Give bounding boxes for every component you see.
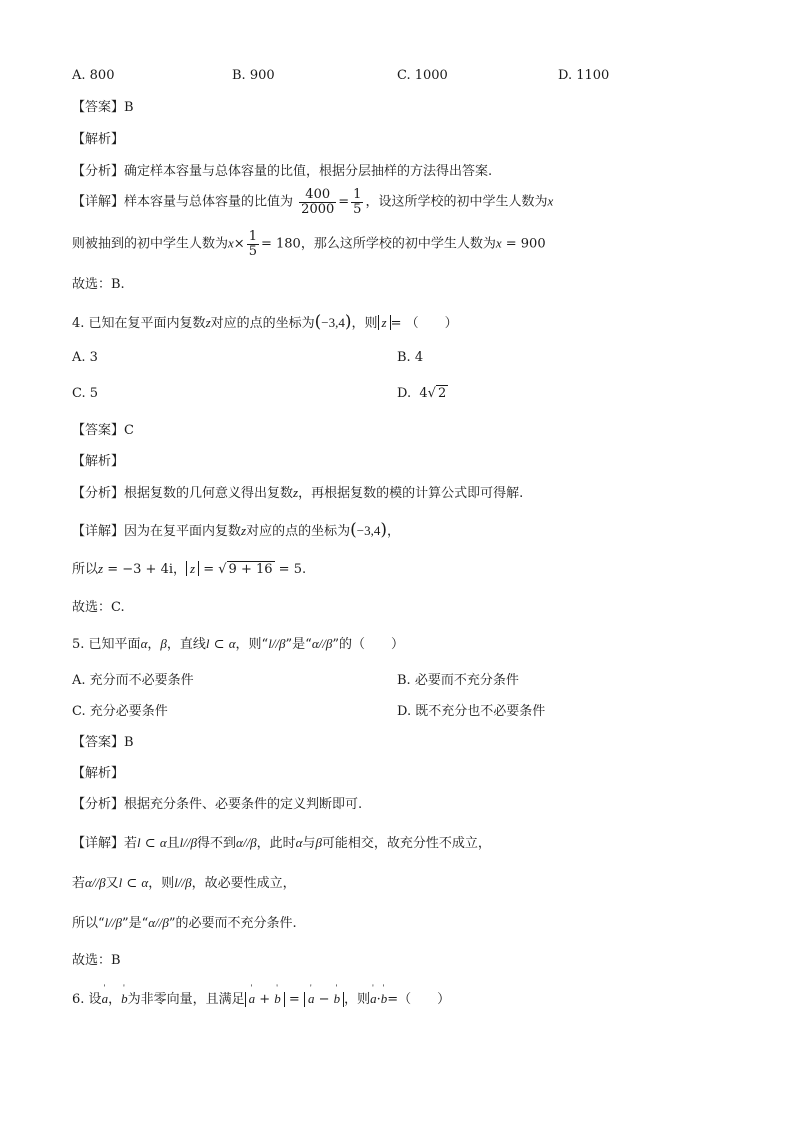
option-d: D. 1100 — [558, 68, 610, 83]
var-alpha: α — [295, 835, 303, 850]
stem-text: 设 — [88, 992, 102, 1007]
parallel-symbol: // — [91, 875, 100, 890]
fenxi-tag: 【分析】 — [72, 486, 125, 501]
vector-b: ' b — [381, 991, 388, 1007]
var-alpha: α — [140, 636, 148, 651]
detail-text: 可能相交，故充分性不成立， — [321, 836, 491, 851]
detail-text: ，那么这所学校的初中学生人数为 — [300, 236, 496, 252]
jiexi-tag: 【解析】 — [72, 454, 125, 469]
plus-symbol: + — [255, 992, 275, 1007]
detail-text: ，故必要性成立， — [191, 876, 296, 891]
sqrt-2: √ 2 — [427, 386, 447, 401]
var-x: x — [228, 235, 234, 251]
answer-value: C — [124, 423, 134, 438]
q3-jiexi — [72, 132, 754, 148]
modulus-z: z — [186, 561, 199, 576]
option-b: B. 必要而不充分条件 — [397, 673, 519, 688]
detail-text: ”是“ — [122, 916, 149, 931]
detail-text: 所以 — [72, 562, 99, 577]
coef: 4 — [419, 386, 428, 401]
detail-text: 样本容量与总体容量的比值为 — [124, 194, 294, 210]
equation: = 900 — [505, 236, 546, 252]
option-d: D. 既不充分也不必要条件 — [397, 704, 546, 719]
q4-jiexi — [72, 454, 754, 470]
var-alpha: α — [148, 915, 156, 930]
q4-detail-1: 【详解】因为在复平面内复数z对应的点的坐标为(−3,4)， — [72, 520, 400, 540]
var-l: l — [205, 636, 210, 651]
point-coordinates: −3,4 — [321, 315, 345, 330]
vector-b: ' b — [274, 991, 281, 1007]
detail-text: 若 — [72, 876, 86, 891]
parallel-symbol: // — [155, 915, 163, 930]
fraction-1-5 — [247, 230, 259, 258]
equation: = 180 — [260, 236, 301, 252]
var-alpha: α — [159, 835, 167, 850]
var-beta: β — [185, 875, 192, 890]
question-number: 5. — [72, 637, 89, 652]
var-beta: β — [190, 835, 198, 850]
var-l: l — [104, 915, 109, 930]
stem-text: 对应的点的坐标为 — [210, 316, 315, 331]
parallel-symbol: // — [318, 636, 326, 651]
vector-a: ' a — [370, 991, 377, 1007]
var-z: z — [241, 523, 247, 538]
detail-text: 若 — [124, 836, 138, 851]
equals-symbol: = — [284, 992, 304, 1007]
comma: ， — [147, 637, 161, 652]
var-l: l — [268, 636, 272, 651]
question-number: 4. — [72, 316, 89, 331]
equation: = 5. — [278, 562, 307, 577]
detail-text: 与 — [302, 836, 316, 851]
answer-value: B — [124, 100, 134, 115]
jiexi-tag: 【解析】 — [72, 132, 125, 147]
dot-symbol: · — [376, 992, 381, 1007]
var-alpha: α — [85, 875, 92, 890]
subset-symbol: ⊂ — [140, 836, 160, 851]
detail-text: ，设这所学校的初中学生人数为 — [365, 194, 548, 210]
vector-a: ' a — [249, 991, 256, 1007]
option-c: C. 充分必要条件 — [72, 704, 168, 719]
var-beta: β — [160, 636, 167, 651]
norm-a-plus-b — [245, 992, 285, 1007]
frac-den: 5 — [248, 243, 257, 259]
sqrt-sum: √ 9 + 16 — [218, 562, 273, 577]
fenxi-text: ，再根据复数的模的计算公式即可得解. — [298, 486, 524, 501]
frac-num: 400 — [299, 188, 336, 203]
option-c: C. 5 — [72, 386, 99, 401]
stem-text: =（ ） — [387, 992, 451, 1007]
q4-detail-2: 所以z = −3 + 4i， z = √ 9 + 16 = 5. — [72, 561, 307, 577]
xiangjie-tag: 【详解】 — [72, 194, 125, 210]
vector-a: ' a — [308, 991, 315, 1007]
detail-text: ， — [173, 562, 187, 577]
q3-detail-1: 【详解】样本容量与总体容量的比值为 $\frac{400}{2000}$ = $\frac{1}{5}$ ，设这所学校的初中学生人数为x — [72, 187, 554, 217]
parallel-symbol: // — [242, 835, 251, 850]
xiangjie-tag: 【详解】 — [72, 524, 125, 539]
frac-num: 1 — [248, 229, 257, 244]
var-l: l — [179, 835, 184, 850]
option-b: B. 900 — [232, 68, 275, 83]
option-c: C. 1000 — [397, 68, 448, 83]
q3-guxuan: 故选：B. — [72, 277, 125, 292]
point-coordinates: −3,4 — [356, 523, 381, 538]
var-z: z — [98, 561, 104, 576]
parallel-symbol: // — [183, 835, 191, 850]
fraction-400-2000 — [299, 188, 336, 216]
stem-text: 已知平面 — [88, 637, 141, 652]
parallel-symbol: // — [271, 636, 280, 651]
stem-text: ，则 — [351, 316, 378, 331]
var-beta: β — [250, 835, 257, 850]
frac-num: 1 — [353, 187, 362, 202]
option-d — [397, 386, 448, 402]
fenxi-text: 确定样本容量与总体容量的比值，根据分层抽样的方法得出答案. — [124, 164, 493, 179]
parallel-symbol: // — [108, 915, 116, 930]
option-label: D. — [397, 386, 412, 401]
subset-symbol: ⊂ — [209, 637, 229, 652]
var-x: x — [495, 235, 502, 251]
q4-fenxi — [72, 485, 754, 502]
question-number: 6. — [72, 992, 89, 1007]
equation: = −3 + 4i — [107, 562, 173, 577]
detail-text: 得不到 — [197, 836, 237, 851]
fenxi-text: 根据复数的几何意义得出复数 — [124, 486, 294, 501]
detail-text: ，则 — [148, 876, 175, 891]
stem-text: 已知在复平面内复数 — [88, 316, 206, 331]
var-beta: β — [315, 835, 322, 850]
detail-text: 对应的点的坐标为 — [246, 524, 351, 539]
var-l: l — [118, 875, 123, 890]
stem-text: ，直线 — [166, 637, 206, 652]
detail-text: ，此时 — [256, 836, 296, 851]
fraction-1-5 — [351, 188, 363, 216]
q5-guxuan: 故选：B — [72, 953, 121, 968]
q3-fenxi — [72, 164, 754, 180]
option-a: A. 充分而不必要条件 — [72, 673, 194, 688]
stem-text: ，则 — [344, 992, 371, 1007]
var-beta: β — [162, 915, 169, 930]
var-beta: β — [325, 636, 333, 651]
frac-den: 2000 — [301, 201, 335, 217]
var-z: z — [205, 315, 211, 330]
frac-den: 5 — [353, 201, 362, 217]
q6-stem — [72, 991, 754, 1008]
var-beta: β — [99, 875, 106, 890]
var-beta: β — [115, 915, 122, 930]
fenxi-text: 根据充分条件、必要条件的定义判断即可. — [124, 797, 363, 812]
var-z: z — [293, 485, 299, 500]
var-l: l — [174, 875, 178, 890]
detail-text: ， — [386, 524, 400, 539]
detail-text: 则被抽到的初中学生人数为 — [72, 236, 229, 252]
vector-a: ' a — [102, 991, 109, 1007]
var-alpha: α — [236, 835, 243, 850]
q4-guxuan: 故选：C. — [72, 600, 125, 615]
detail-text: 又 — [105, 876, 119, 891]
detail-text: 且 — [166, 836, 180, 851]
var-alpha: α — [228, 636, 236, 651]
q5-detail-2 — [72, 875, 754, 892]
q5-fenxi — [72, 797, 754, 813]
vector-b: ' b — [334, 991, 341, 1007]
comma: ， — [108, 992, 122, 1007]
answer-tag: 【答案】 — [72, 735, 125, 750]
vector-b: ' b — [121, 991, 128, 1007]
q5-detail-3 — [72, 915, 754, 932]
q5-answer — [72, 735, 754, 751]
detail-text: 所以“ — [72, 916, 105, 931]
var-alpha: α — [311, 636, 319, 651]
fenxi-tag: 【分析】 — [72, 164, 125, 179]
stem-text: ”的（ ） — [332, 637, 405, 652]
q4-answer — [72, 423, 754, 439]
modulus-z: z — [378, 315, 391, 330]
radicand: 9 + 16 — [228, 562, 273, 577]
answer-tag: 【答案】 — [72, 423, 125, 438]
answer-value: B — [124, 735, 134, 750]
answer-tag: 【答案】 — [72, 100, 125, 115]
xiangjie-tag: 【详解】 — [72, 836, 125, 851]
detail-text: 因为在复平面内复数 — [124, 524, 242, 539]
q5-detail-1 — [72, 835, 754, 852]
radicand: 2 — [437, 386, 447, 401]
minus-symbol: − — [314, 992, 334, 1007]
subset-symbol: ⊂ — [122, 876, 142, 891]
parallel-symbol: // — [177, 875, 186, 890]
option-a: A. 800 — [72, 68, 115, 83]
fenxi-tag: 【分析】 — [72, 797, 125, 812]
jiexi-tag: 【解析】 — [72, 766, 125, 781]
var-alpha: α — [141, 875, 149, 890]
norm-a-minus-b — [304, 992, 344, 1007]
stem-text: = （ ） — [390, 316, 458, 331]
q5-jiexi — [72, 766, 754, 782]
q5-stem — [72, 636, 754, 653]
q3-detail-2: 则被抽到的初中学生人数为x× $\frac{1}{5}$ = 180，那么这所学校的初中学生人数为x = 900 — [72, 229, 546, 259]
stem-text: ”是“ — [285, 637, 312, 652]
option-b: B. 4 — [397, 350, 424, 365]
q3-answer — [72, 100, 754, 116]
stem-text: ，则“ — [235, 637, 269, 652]
var-beta: β — [279, 636, 286, 651]
stem-text: 为非零向量，且满足 — [127, 992, 245, 1007]
detail-text: ”的必要而不充分条件. — [168, 916, 297, 931]
var-x: x — [547, 193, 554, 209]
var-l: l — [137, 835, 141, 850]
option-a: A. 3 — [72, 350, 98, 365]
q4-stem: 4. 已知在复平面内复数z对应的点的坐标为(−3,4)，则 z = （ ） — [72, 312, 458, 332]
